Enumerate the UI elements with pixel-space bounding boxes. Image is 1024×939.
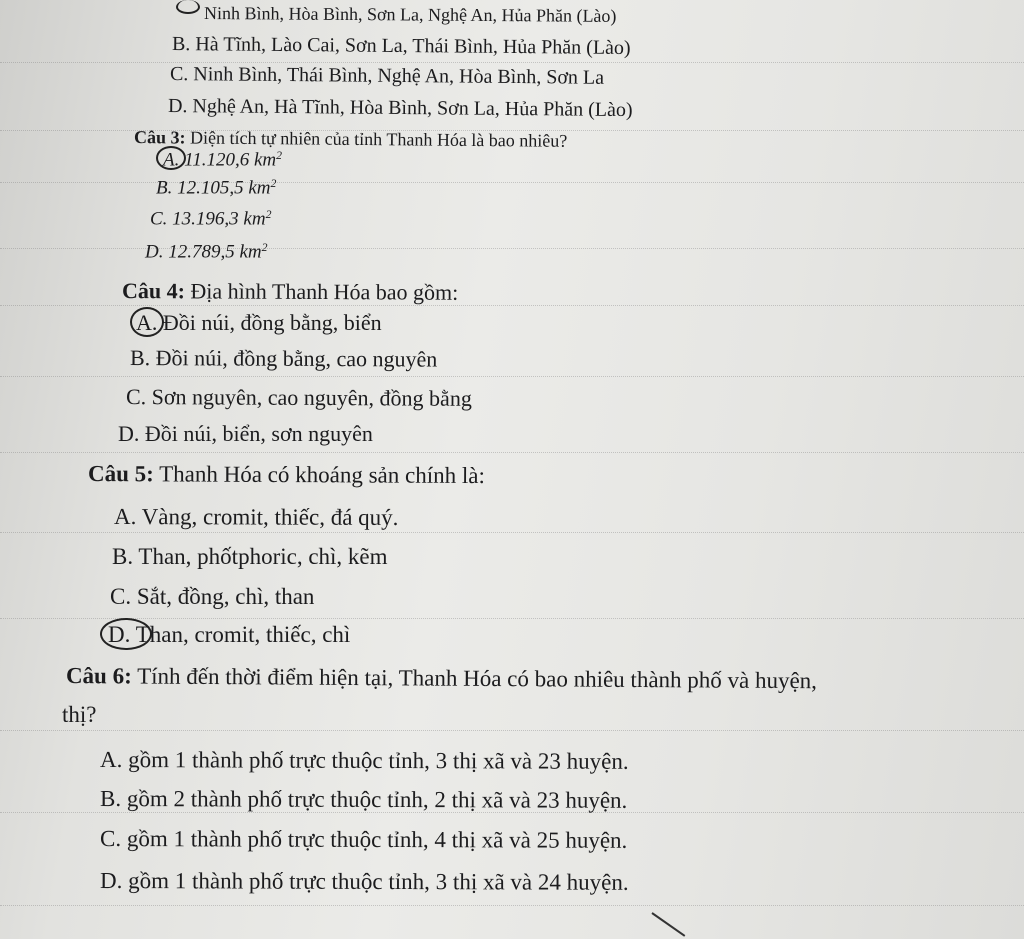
q5-option-d-text: Than, cromit, thiếc, chì [130, 622, 351, 647]
ruled-line [0, 905, 1024, 906]
q3-option-d [145, 242, 268, 261]
q6-option-d: D. gồm 1 thành phố trực thuộc tỉnh, 3 thị xã và 24 huyện. [99, 868, 629, 895]
q6-text: Tính đến thời điểm hiện tại, Thanh Hóa có bao nhiêu thành phố và huyện, [131, 663, 818, 694]
q5-label: Câu 5: [87, 461, 154, 487]
q3-option-c-sup: 2 [265, 208, 272, 221]
q3-option-a [163, 150, 282, 169]
answer-circle-q2 [176, 0, 200, 14]
q4-option-a [136, 312, 382, 334]
q6-option-c: C. gồm 1 thành phố trực thuộc tỉnh, 4 thị xã và 25 huyện. [99, 826, 628, 853]
ruled-line [0, 452, 1024, 453]
q3-label: Câu 3: [133, 127, 186, 148]
ruled-line [0, 618, 1024, 619]
q3-option-b-text: B. 12.105,5 km [156, 177, 271, 199]
q3-option-b [156, 178, 276, 197]
q6-stem-continued: thị? [62, 702, 97, 727]
q2-option-a: Ninh Bình, Hòa Bình, Sơn La, Nghệ An, Hủa Phăn (Lào) [203, 3, 617, 26]
q3-option-a-text: 11.120,6 km [179, 149, 277, 171]
q4-text: Địa hình Thanh Hóa bao gồm: [184, 278, 459, 305]
q6-stem [66, 664, 817, 692]
q2-option-c: C. Ninh Bình, Thái Bình, Nghệ An, Hòa Bình, Sơn La [169, 63, 605, 89]
q3-stem [134, 128, 567, 150]
ruled-line [0, 730, 1024, 731]
q3-text: Diện tích tự nhiên của tỉnh Thanh Hóa là bao nhiêu? [185, 127, 568, 151]
ruled-line [0, 182, 1024, 183]
q3-option-a-sup: 2 [276, 149, 282, 162]
q4-option-b: B. Đồi núi, đồng bằng, cao nguyên [129, 345, 438, 372]
q6-option-b: B. gồm 2 thành phố trực thuộc tỉnh, 2 thị xã và 23 huyện. [99, 786, 628, 813]
q3-option-d-text: D. 12.789,5 km [145, 241, 262, 263]
q6-option-a: A. gồm 1 thành phố trực thuộc tỉnh, 3 thị xã và 23 huyện. [99, 747, 629, 774]
ruled-line [0, 305, 1024, 306]
q2-option-d: D. Nghệ An, Hà Tĩnh, Hòa Bình, Sơn La, Hủa Phăn (Lào) [167, 95, 633, 122]
q5-option-d-letter: D. [108, 622, 131, 647]
q3-option-d-sup: 2 [261, 241, 268, 254]
q5-text: Thanh Hóa có khoáng sản chính là: [153, 461, 485, 489]
q4-option-d: D. Đồi núi, biển, sơn nguyên [118, 421, 373, 446]
pen-mark [651, 912, 685, 937]
q3-option-c [150, 209, 271, 228]
q4-option-a-letter: A. [136, 310, 158, 335]
q4-label: Câu 4: [121, 278, 186, 304]
q2-option-b: B. Hà Tĩnh, Lào Cai, Sơn La, Thái Bình, Hủa Phăn (Lào) [171, 33, 631, 60]
q4-stem [122, 280, 458, 304]
q5-option-b: B. Than, phốtphoric, chì, kẽm [112, 544, 388, 569]
q5-option-c: C. Sắt, đồng, chì, than [110, 584, 315, 609]
q3-option-b-sup: 2 [270, 177, 277, 190]
q3-option-c-text: C. 13.196,3 km [150, 208, 266, 230]
q4-option-a-text: Đồi núi, đồng bằng, biển [157, 310, 382, 335]
q3-option-a-letter: A. [163, 149, 180, 171]
ruled-line [0, 376, 1024, 377]
ruled-line [0, 532, 1024, 533]
q5-option-d [108, 623, 350, 646]
q4-option-c: C. Sơn nguyên, cao nguyên, đồng bằng [125, 384, 472, 411]
ruled-line [0, 62, 1024, 63]
q5-stem [88, 462, 485, 487]
q5-option-a: A. Vàng, cromit, thiếc, đá quý. [113, 504, 399, 530]
q6-label: Câu 6: [65, 663, 132, 689]
